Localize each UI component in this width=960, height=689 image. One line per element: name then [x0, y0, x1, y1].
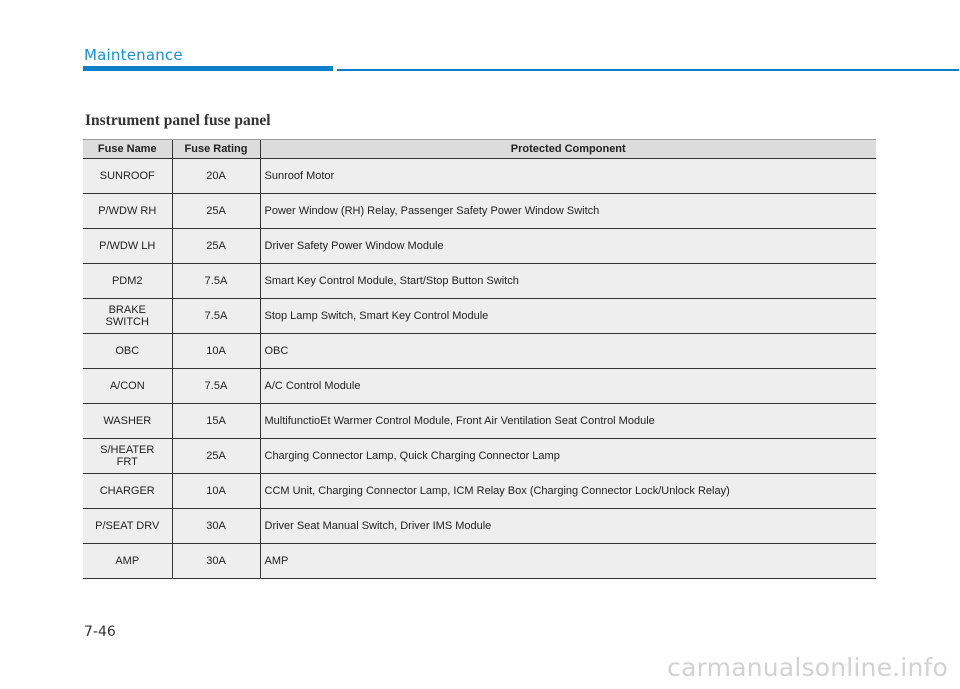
- fuse-name-cell: WASHER: [83, 404, 172, 439]
- fuse-name-cell: P/WDW LH: [83, 229, 172, 264]
- fuse-rating-cell: 15A: [172, 404, 260, 439]
- fuse-name-cell: CHARGER: [83, 474, 172, 509]
- protected-component-cell: Charging Connector Lamp, Quick Charging Connector Lamp: [260, 439, 876, 474]
- fuse-rating-cell: 20A: [172, 159, 260, 194]
- protected-component-cell: Power Window (RH) Relay, Passenger Safety Power Window Switch: [260, 194, 876, 229]
- section-header-title: Maintenance: [84, 46, 183, 64]
- fuse-name-cell: BRAKE SWITCH: [83, 299, 172, 334]
- column-header-protected-component: Protected Component: [260, 140, 876, 159]
- fuse-rating-cell: 10A: [172, 334, 260, 369]
- watermark: carmanualsonline.info: [667, 653, 948, 682]
- fuse-name-cell: SUNROOF: [83, 159, 172, 194]
- protected-component-cell: Driver Safety Power Window Module: [260, 229, 876, 264]
- table-row: [83, 299, 876, 334]
- fuse-name-cell: PDM2: [83, 264, 172, 299]
- header-rule-thin: [337, 69, 959, 71]
- table-row: [83, 229, 876, 264]
- table-row: [83, 404, 876, 439]
- fuse-name-cell: P/WDW RH: [83, 194, 172, 229]
- table-row: [83, 439, 876, 474]
- table-row: [83, 264, 876, 299]
- fuse-name-cell: A/CON: [83, 369, 172, 404]
- fuse-rating-cell: 30A: [172, 544, 260, 579]
- protected-component-cell: A/C Control Module: [260, 369, 876, 404]
- fuse-name-cell: OBC: [83, 334, 172, 369]
- fuse-rating-cell: 25A: [172, 229, 260, 264]
- fuse-name-cell: P/SEAT DRV: [83, 509, 172, 544]
- page-title: Instrument panel fuse panel: [85, 112, 271, 129]
- protected-component-cell: CCM Unit, Charging Connector Lamp, ICM Relay Box (Charging Connector Lock/Unlock Relay): [260, 474, 876, 509]
- table-row: [83, 194, 876, 229]
- protected-component-cell: AMP: [260, 544, 876, 579]
- header-rule-thick: [83, 66, 333, 71]
- fuse-rating-cell: 7.5A: [172, 264, 260, 299]
- table-row: [83, 159, 876, 194]
- fuse-rating-cell: 7.5A: [172, 299, 260, 334]
- table-header-row: [83, 140, 876, 159]
- protected-component-cell: MultifunctioEt Warmer Control Module, Front Air Ventilation Seat Control Module: [260, 404, 876, 439]
- fuse-rating-cell: 30A: [172, 509, 260, 544]
- fuse-rating-cell: 25A: [172, 439, 260, 474]
- fuse-table: [83, 139, 876, 579]
- table-row: [83, 334, 876, 369]
- fuse-rating-cell: 10A: [172, 474, 260, 509]
- column-header-fuse-rating: Fuse Rating: [172, 140, 260, 159]
- protected-component-cell: OBC: [260, 334, 876, 369]
- protected-component-cell: Stop Lamp Switch, Smart Key Control Module: [260, 299, 876, 334]
- fuse-rating-cell: 7.5A: [172, 369, 260, 404]
- fuse-table-body: [83, 159, 876, 579]
- fuse-rating-cell: 25A: [172, 194, 260, 229]
- protected-component-cell: Smart Key Control Module, Start/Stop Button Switch: [260, 264, 876, 299]
- column-header-fuse-name: Fuse Name: [83, 140, 172, 159]
- protected-component-cell: Driver Seat Manual Switch, Driver IMS Module: [260, 509, 876, 544]
- fuse-name-cell: AMP: [83, 544, 172, 579]
- protected-component-cell: Sunroof Motor: [260, 159, 876, 194]
- table-row: [83, 369, 876, 404]
- table-row: [83, 544, 876, 579]
- page-number: 7-46: [84, 624, 116, 640]
- fuse-name-cell: S/HEATER FRT: [83, 439, 172, 474]
- table-row: [83, 509, 876, 544]
- table-row: [83, 474, 876, 509]
